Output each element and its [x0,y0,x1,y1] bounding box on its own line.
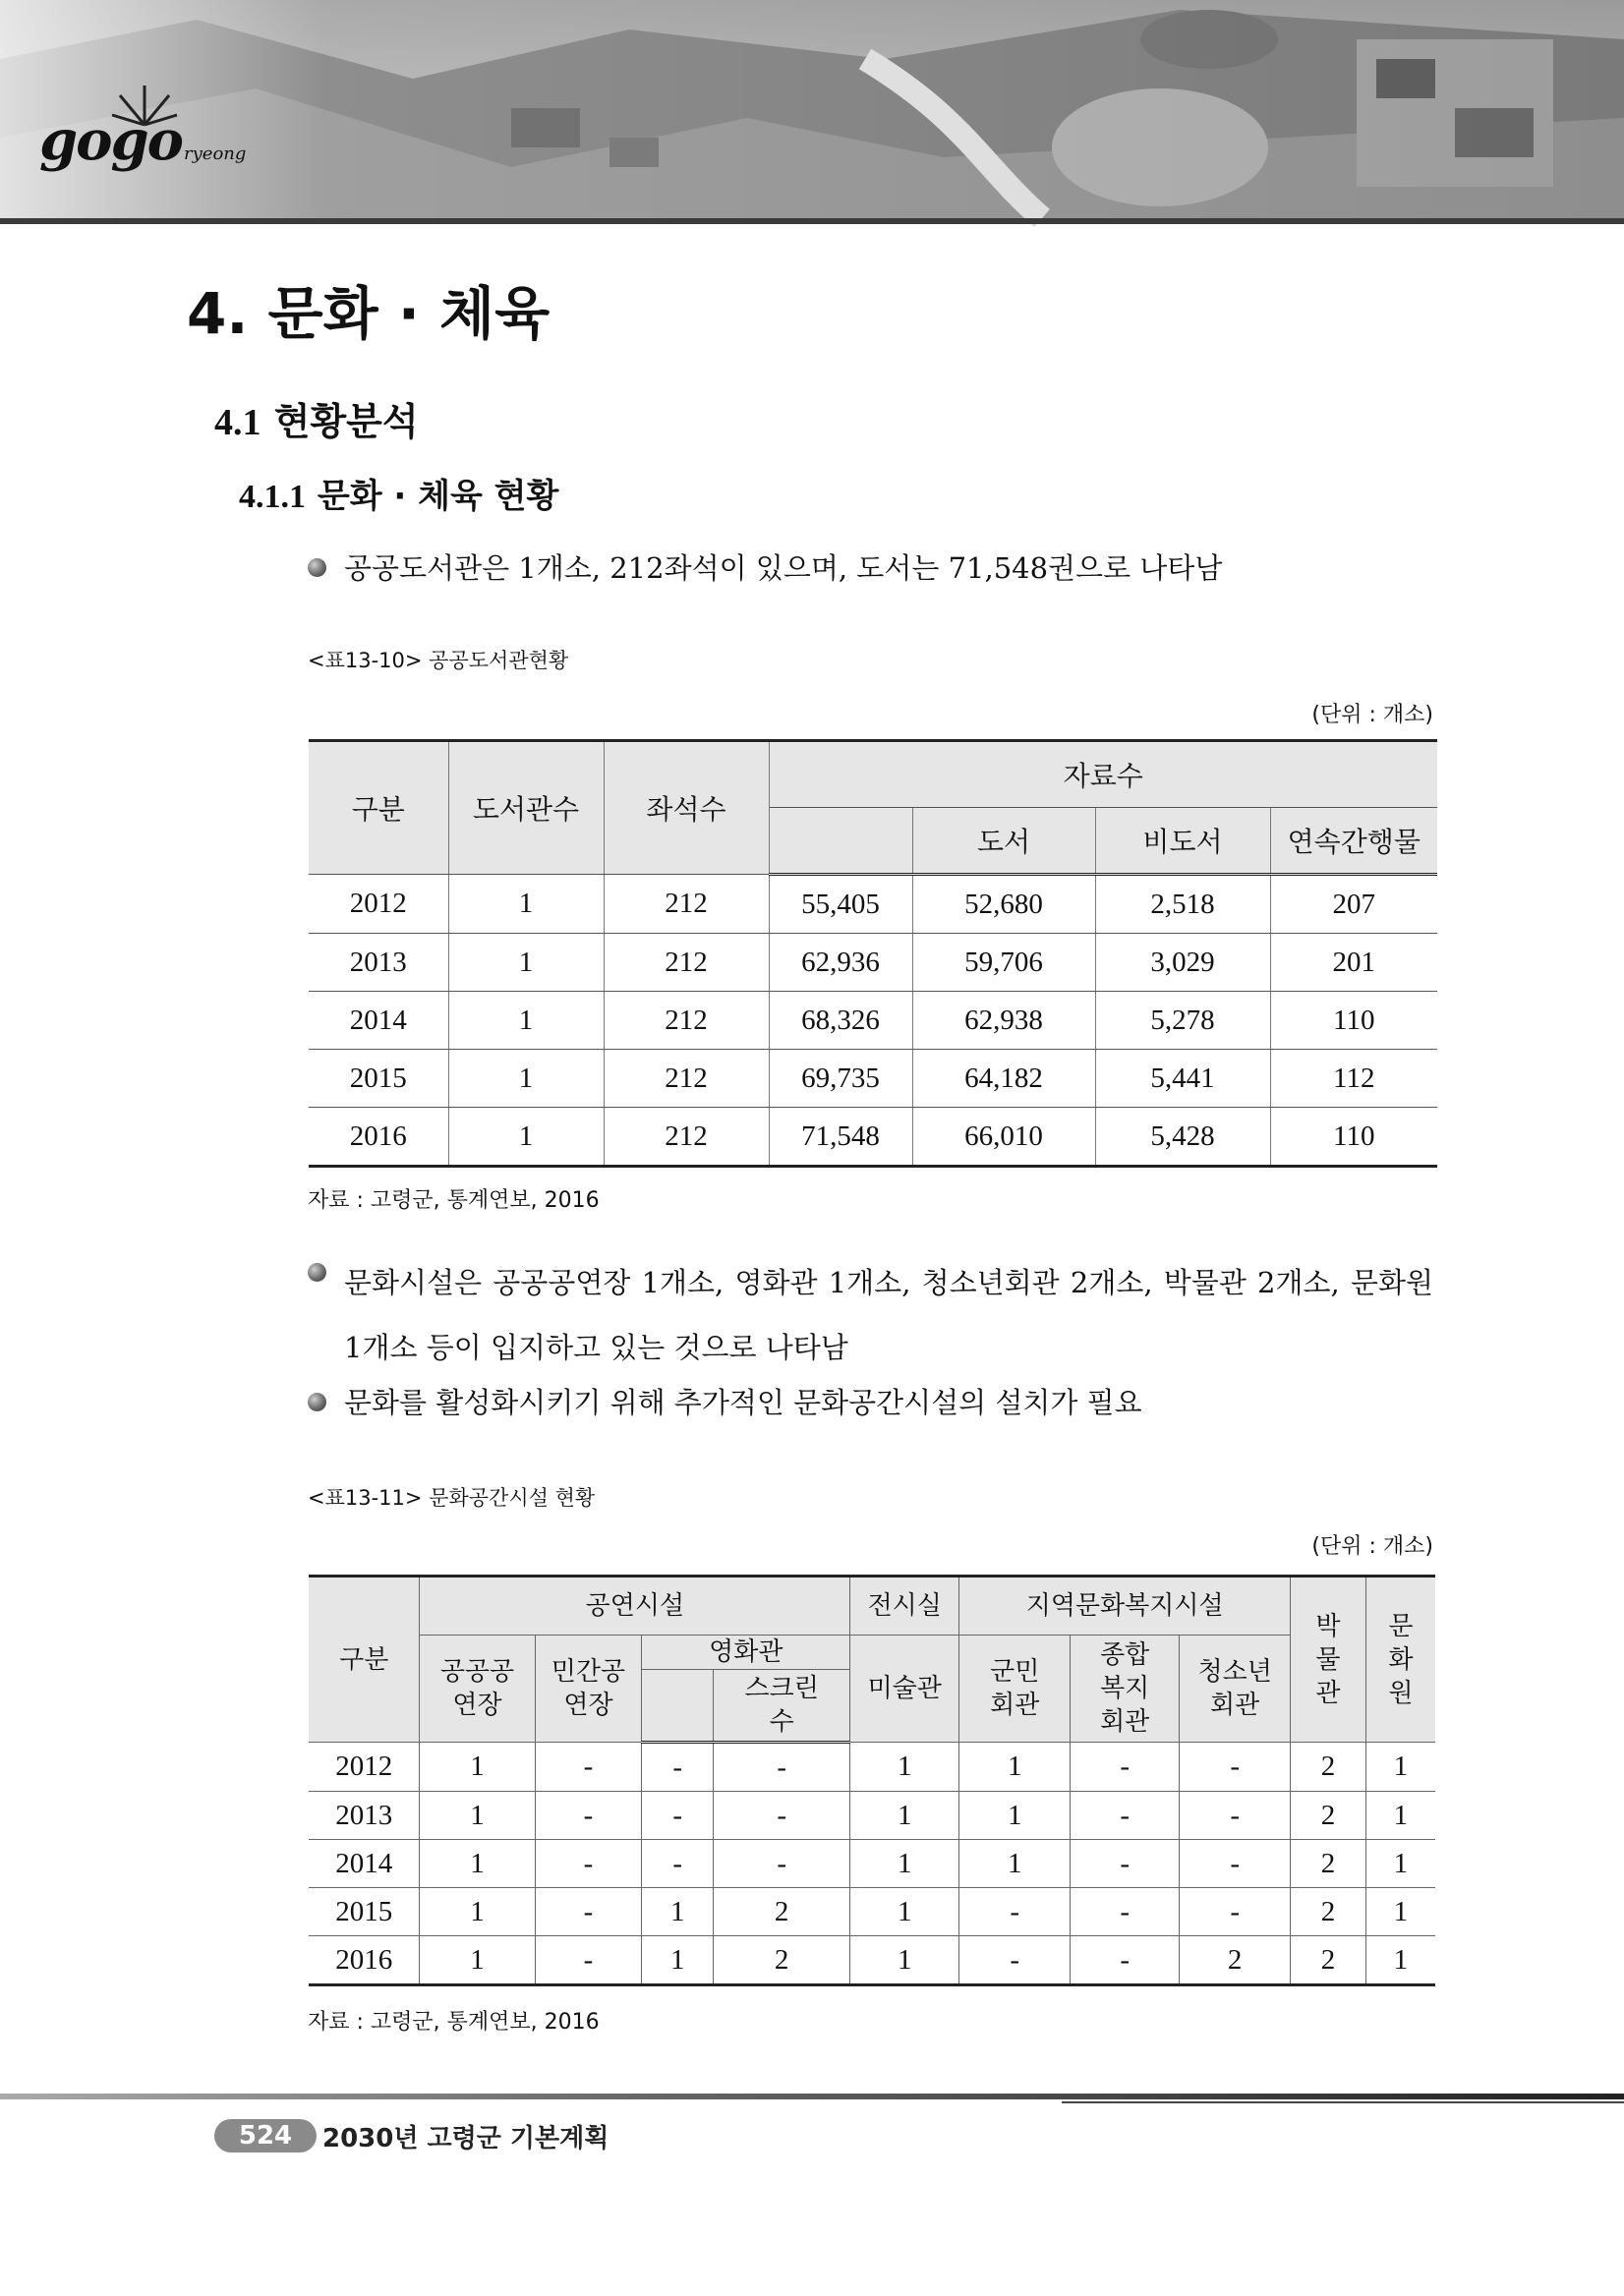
table-source: 자료 : 고령군, 통계연보, 2016 [308,1188,600,1213]
col-header: 비도서 [1095,808,1270,875]
col-header: 좌석수 [604,741,769,875]
cell: 2 [1291,1840,1366,1888]
cell: 1 [420,1743,535,1792]
cell: 110 [1270,1108,1437,1167]
cell: 62,938 [912,992,1095,1050]
library-table [309,739,1437,1168]
chapter-title: 4. 문화 · 체육 [187,280,551,347]
col-header-group: 공연시설 [420,1577,850,1636]
cell: - [535,1888,642,1936]
cell: 1 [448,875,604,934]
cell: 1 [1365,1936,1435,1985]
table-row [309,1792,1435,1840]
cell: 71,548 [769,1108,912,1167]
table-row [309,1108,1437,1167]
col-header: 도서 [912,808,1095,875]
cell: 207 [1270,875,1437,934]
cell: 2 [714,1888,850,1936]
footer-divider [1062,2101,1624,2103]
table-row [309,1936,1435,1985]
cell: 1 [420,1936,535,1985]
col-header: 미술관 [850,1636,959,1743]
cell: 2012 [309,1743,420,1792]
col-header [769,808,912,875]
cell: - [642,1840,714,1888]
cell: 2016 [309,1108,448,1167]
cell: 2 [1291,1936,1366,1985]
col-header: 박물관 [1291,1577,1366,1743]
cell: 5,428 [1095,1108,1270,1167]
cell: - [714,1792,850,1840]
table-unit: (단위 : 개소) [1311,703,1433,727]
cell: 1 [850,1743,959,1792]
cell: 64,182 [912,1050,1095,1108]
cell: 1 [420,1888,535,1936]
footer-divider [0,2094,1624,2099]
cell: 212 [604,1050,769,1108]
cell: 1 [1365,1840,1435,1888]
cell: - [1071,1888,1180,1936]
cell: 55,405 [769,875,912,934]
cell: 1 [850,1840,959,1888]
cell: 1 [959,1840,1071,1888]
bullet-item: 문화시설은 공공공연장 1개소, 영화관 1개소, 청소년회관 2개소, 박물관 2개소, 문화원 1개소 등이 입지하고 있는 것으로 나타남 [311,1250,1433,1380]
cell: 1 [850,1792,959,1840]
cell: 59,706 [912,934,1095,992]
cell: 2013 [309,934,448,992]
table-row [309,992,1437,1050]
cell: 2013 [309,1792,420,1840]
col-header: 문화원 [1365,1577,1435,1743]
cell: 1 [642,1888,714,1936]
table-row [309,1840,1435,1888]
table-row [309,1743,1435,1792]
cell: 2 [1291,1743,1366,1792]
cell: - [535,1743,642,1792]
cell: 212 [604,992,769,1050]
cell: 5,441 [1095,1050,1270,1108]
cell: 5,278 [1095,992,1270,1050]
cell: 2 [1291,1792,1366,1840]
cell: 1 [420,1840,535,1888]
table-caption: <표13-10> 공공도서관현황 [308,649,569,672]
cell: 69,735 [769,1050,912,1108]
bullet-icon [308,1393,326,1411]
cell: 1 [448,1108,604,1167]
table-row [309,934,1437,992]
cell: 1 [850,1888,959,1936]
col-header: 도서관수 [448,741,604,875]
cell: 1 [959,1743,1071,1792]
col-header: 공공공연장 [420,1636,535,1743]
cell: 1 [448,934,604,992]
table-row [309,875,1437,934]
bullet-icon [308,1263,326,1282]
col-header: 민간공연장 [535,1636,642,1743]
cell: 1 [448,1050,604,1108]
section-title: 4.1 현황분석 [214,400,419,443]
table-row [309,1888,1435,1936]
cell: 66,010 [912,1108,1095,1167]
subsection-title: 4.1.1 문화 · 체육 현황 [239,477,559,516]
cell: 1 [448,992,604,1050]
header-banner [0,0,1624,228]
cell: 1 [959,1792,1071,1840]
bullet-item: 공공도서관은 1개소, 212좌석이 있으며, 도서는 71,548권으로 나타남 [311,545,1222,591]
bullet-icon [308,558,326,577]
col-header-group: 지역문화복지시설 [959,1577,1291,1636]
cell: - [1071,1792,1180,1840]
cell: - [714,1840,850,1888]
cell: - [714,1743,850,1792]
cell: - [642,1792,714,1840]
table-source: 자료 : 고령군, 통계연보, 2016 [308,2010,600,2035]
cell: - [535,1936,642,1985]
cell: 1 [420,1792,535,1840]
cell: 1 [850,1936,959,1985]
cell: - [1180,1888,1291,1936]
cell: 1 [642,1936,714,1985]
col-header-group: 전시실 [850,1577,959,1636]
table-row [309,1050,1437,1108]
culture-facility-table [309,1575,1435,1986]
table-unit: (단위 : 개소) [1311,1534,1433,1559]
cell: 3,029 [1095,934,1270,992]
cell: 2 [714,1936,850,1985]
col-header: 청소년회관 [1180,1636,1291,1743]
cell: - [535,1792,642,1840]
document-title: 2030년 고령군 기본계획 [322,2124,609,2153]
page-number: 524 [214,2119,317,2152]
cell: 68,326 [769,992,912,1050]
cell: 2 [1291,1888,1366,1936]
cell: - [959,1936,1071,1985]
table-caption: <표13-11> 문화공간시설 현황 [308,1486,596,1510]
col-header [642,1670,714,1743]
cell: - [1180,1792,1291,1840]
col-header: 영화관 [642,1636,850,1670]
cell: 2014 [309,1840,420,1888]
cell: 2014 [309,992,448,1050]
col-header: 군민회관 [959,1636,1071,1743]
cell: 1 [1365,1888,1435,1936]
col-header-group: 자료수 [769,741,1437,808]
cell: 52,680 [912,875,1095,934]
logo: gogo ryeong [39,108,247,173]
col-header: 스크린수 [714,1670,850,1743]
cell: - [642,1743,714,1792]
cell: 2012 [309,875,448,934]
cell: 1 [1365,1743,1435,1792]
cell: 1 [1365,1792,1435,1840]
cell: 2 [1180,1936,1291,1985]
col-header: 종합복지회관 [1071,1636,1180,1743]
cell: 201 [1270,934,1437,992]
bullet-item: 문화를 활성화시키기 위해 추가적인 문화공간시설의 설치가 필요 [311,1380,1142,1425]
cell: 2016 [309,1936,420,1985]
cell: - [535,1840,642,1888]
col-header: 구분 [309,741,448,875]
cell: 2015 [309,1050,448,1108]
col-header: 연속간행물 [1270,808,1437,875]
cell: - [959,1888,1071,1936]
cell: - [1071,1936,1180,1985]
cell: 212 [604,1108,769,1167]
cell: - [1071,1743,1180,1792]
cell: - [1071,1840,1180,1888]
cell: 112 [1270,1050,1437,1108]
cell: 212 [604,875,769,934]
cell: 62,936 [769,934,912,992]
col-header: 구분 [309,1577,420,1743]
cell: 110 [1270,992,1437,1050]
cell: - [1180,1840,1291,1888]
cell: 2,518 [1095,875,1270,934]
cell: 2015 [309,1888,420,1936]
cell: 212 [604,934,769,992]
cell: - [1180,1743,1291,1792]
